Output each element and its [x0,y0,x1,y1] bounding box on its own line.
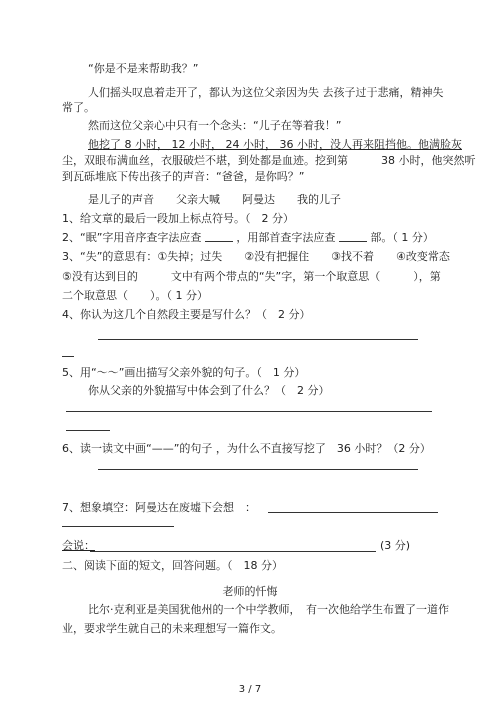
passage-line-2b: 去孩子过于悲痛，精神失 [322,86,444,99]
question-5a: 5、用“～～”画出描写父亲外貌的句子。（ 1 分） [62,366,306,379]
question-3a: 3、“失”的意思有：①失掉；过失 ②没有把握住 ③找不着 ④改变常态 [62,250,450,263]
answer-line-7b[interactable] [62,526,174,527]
question-6a: 6、读一读文中画“——”的句子 [62,442,213,455]
answer-line-6[interactable] [98,469,418,470]
section-2-body-2: 业，要求学生就自己的未来理想写一篇作文。 [62,622,282,635]
answer-blank-2a[interactable] [205,231,233,242]
passage-line-3: 然而这位父亲心中只有一个念头：“儿子在等着我！” [88,119,342,132]
answer-blank-2b[interactable] [339,231,367,242]
question-6 [62,442,431,456]
question-7: 7、想象填空：阿曼达在废墟下会想 ： [62,501,256,514]
section-2-title: 老师的忏悔 [222,585,278,598]
answer-line-7c[interactable] [90,551,376,552]
question-7b-label: 会说： [62,539,95,552]
question-4: 4、你认为这几个自然段主要是写什么？（ 2 分） [62,308,311,321]
answer-line-4a[interactable] [98,339,418,340]
section-2-heading: 二、阅读下面的短文，回答问题。（ 18 分） [62,559,283,572]
question-5b: 你从父亲的外貌描写中体会到了什么？（ 2 分） [88,384,330,397]
passage-line-4c-text: 38 小时，他突然听 [381,154,476,167]
answer-line-5a[interactable] [66,411,432,412]
passage-line-5: 是儿子的声音 父亲大喊 阿曼达 我的儿子 [88,193,341,206]
passage-line-1: “你是不是来帮助我？” [88,62,199,75]
passage-line-2c: 常了。 [62,101,95,114]
passage-line-4b [62,154,476,168]
question-2b: ，用部首查字法应查 [236,231,336,244]
question-6b: ，为什么不直接写挖了 36 小时？（2 分） [215,442,431,455]
question-7b-score: (3 分) [380,539,411,552]
passage-line-4-underlined: 他挖了 8 小时， 12 小时， 24 小时， 36 小时，没人再来阻挡他。他满脸灰 [88,138,462,151]
section-2-body-1: 比尔·克利亚是美国犹他州的一个中学教师， 有一次他给学生布置了一道作 [88,603,449,616]
passage-line-4d: 到瓦砾堆底下传出孩子的声音：“爸爸，是你吗？” [62,170,305,183]
question-2 [62,231,434,245]
question-3c: 二个取意思（ ）。（ 1 分） [62,289,208,302]
page-number: 3 / 7 [238,684,262,695]
answer-line-5b[interactable] [66,430,110,431]
passage-line-4b-text: 尘，双眼布满血丝，衣服破烂不堪，到处都是血迹。挖到第 [62,154,348,167]
answer-line-4b[interactable] [62,356,74,357]
passage-line-2 [88,86,444,100]
question-3b: ⑤没有达到目的 文中有两个带点的“失”字，第一个取意思（ ），第 [62,270,441,283]
question-1: 1、给文章的最后一段加上标点符号。（ 2 分） [62,212,294,225]
passage-line-2a: 人们摇头叹息着走开了，都认为这位父亲因为失 [88,86,319,99]
question-2a: 2、“眠”字用音序查字法应查 [62,231,202,244]
question-2c: 部。（ 1 分） [370,231,434,244]
answer-line-7a[interactable] [268,512,438,513]
